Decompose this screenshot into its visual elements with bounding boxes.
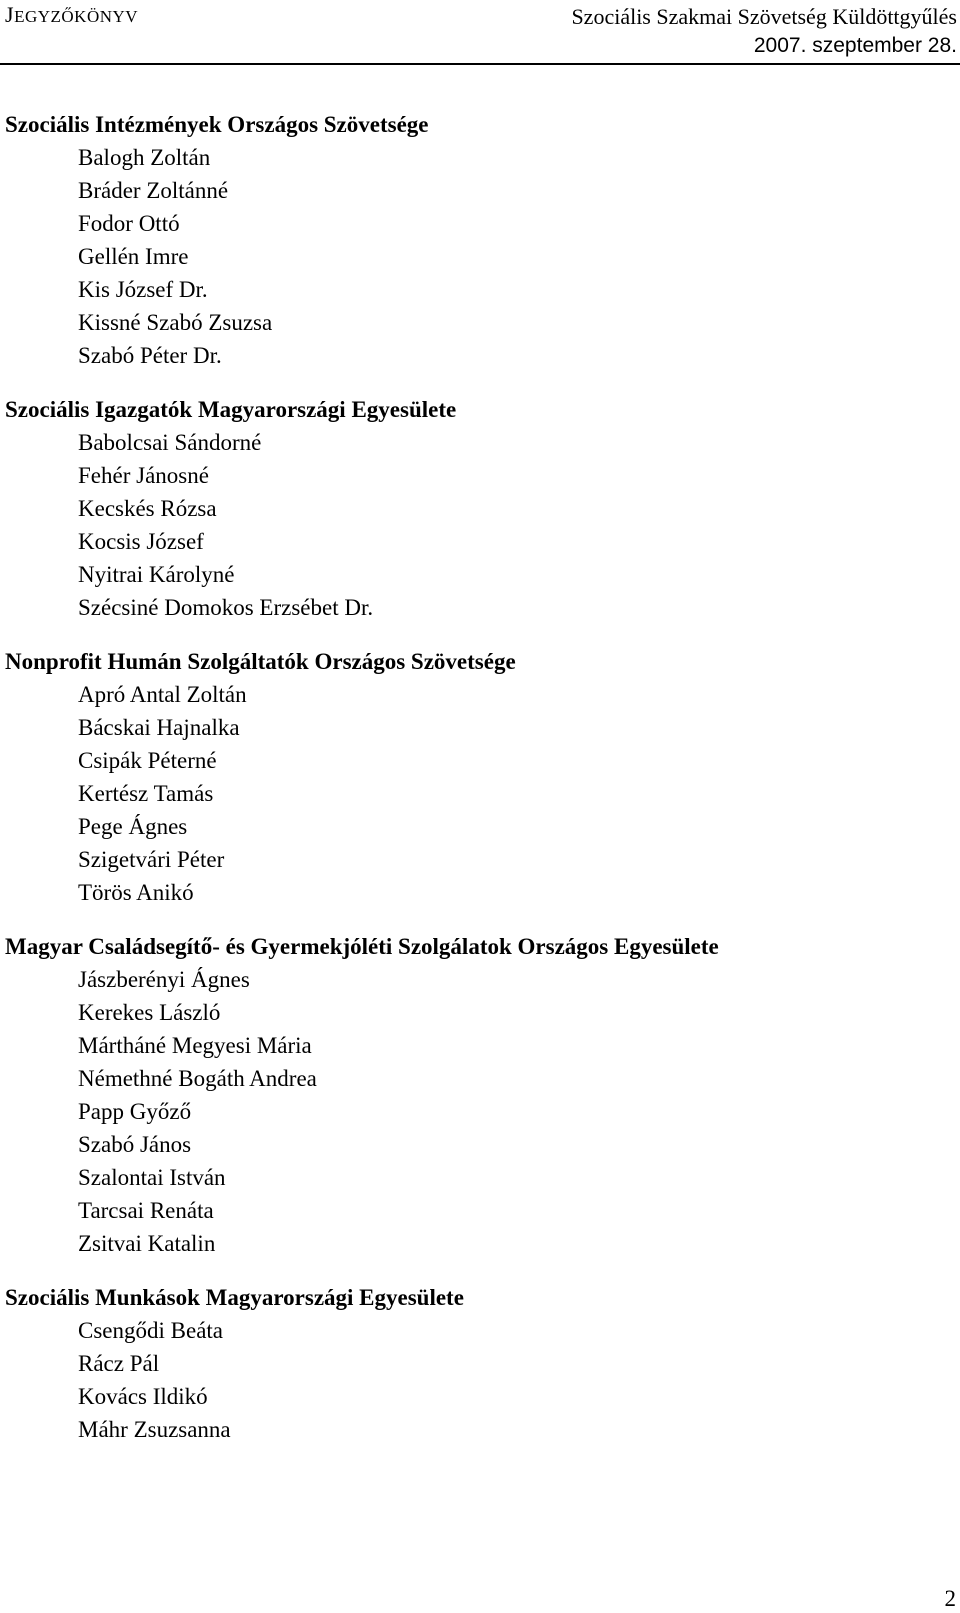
delegate-name: Szigetvári Péter <box>78 847 225 872</box>
event-date: 2007. szeptember 28. <box>753 34 957 57</box>
page-number: 2 <box>944 1586 956 1611</box>
delegate-name: Szécsiné Domokos Erzsébet Dr. <box>78 595 374 620</box>
delegate-name: Tarcsai Renáta <box>78 1198 214 1223</box>
delegate-name: Apró Antal Zoltán <box>78 682 247 707</box>
delegate-name: Fodor Ottó <box>78 211 180 236</box>
delegate-name: Balogh Zoltán <box>78 145 211 170</box>
organization-name: Magyar Családsegítő- és Gyermekjóléti Szolgálatok Országos Egyesülete <box>5 934 719 959</box>
delegate-name: Mártháné Megyesi Mária <box>78 1033 312 1058</box>
delegate-name: Jászberényi Ágnes <box>78 967 250 992</box>
organization-name: Szociális Intézmények Országos Szövetsége <box>5 112 429 137</box>
organization-group <box>5 930 955 1260</box>
delegate-name: Némethné Bogáth Andrea <box>78 1066 317 1091</box>
delegate-name: Nyitrai Károlyné <box>78 562 235 587</box>
delegate-name: Pege Ágnes <box>78 814 188 839</box>
delegate-name: Törös Anikó <box>78 880 194 905</box>
organization-group <box>5 393 955 624</box>
organization-name: Szociális Munkások Magyarországi Egyesülete <box>5 1285 464 1310</box>
delegate-name: Csipák Péterné <box>78 748 217 773</box>
delegate-name: Fehér Jánosné <box>78 463 209 488</box>
document-type <box>5 2 138 30</box>
organization-group <box>5 1281 955 1446</box>
delegate-name: Kocsis József <box>78 529 204 554</box>
event-title: Szociális Szakmai Szövetség Küldöttgyűlés <box>571 4 957 29</box>
delegate-name: Kertész Tamás <box>78 781 214 806</box>
delegate-name: Máhr Zsuzsanna <box>78 1417 231 1442</box>
document-type-initial: J <box>5 2 15 27</box>
header-divider <box>0 63 960 65</box>
delegate-name: Bácskai Hajnalka <box>78 715 240 740</box>
delegate-name: Kis József Dr. <box>78 277 208 302</box>
document-type-rest: EGYZŐKÖNYV <box>14 7 139 26</box>
delegate-name: Szabó János <box>78 1132 192 1157</box>
delegate-name: Szalontai István <box>78 1165 226 1190</box>
delegate-name: Papp Győző <box>78 1099 192 1124</box>
delegate-name: Kovács Ildikó <box>78 1384 208 1409</box>
delegate-name: Kecskés Rózsa <box>78 496 217 521</box>
delegate-list <box>5 108 955 1467</box>
organization-name: Szociális Igazgatók Magyarországi Egyesülete <box>5 397 457 422</box>
delegate-name: Kissné Szabó Zsuzsa <box>78 310 273 335</box>
delegate-name: Gellén Imre <box>78 244 189 269</box>
delegate-name: Bráder Zoltánné <box>78 178 229 203</box>
delegate-name: Rácz Pál <box>78 1351 160 1376</box>
delegate-name: Babolcsai Sándorné <box>78 430 262 455</box>
delegate-name: Csengődi Beáta <box>78 1318 223 1343</box>
organization-group <box>5 108 955 372</box>
delegate-name: Zsitvai Katalin <box>78 1231 216 1256</box>
delegate-name: Kerekes László <box>78 1000 221 1025</box>
header-right <box>571 2 957 60</box>
organization-group <box>5 645 955 909</box>
delegate-name: Szabó Péter Dr. <box>78 343 222 368</box>
organization-name: Nonprofit Humán Szolgáltatók Országos Szövetsége <box>5 649 516 674</box>
